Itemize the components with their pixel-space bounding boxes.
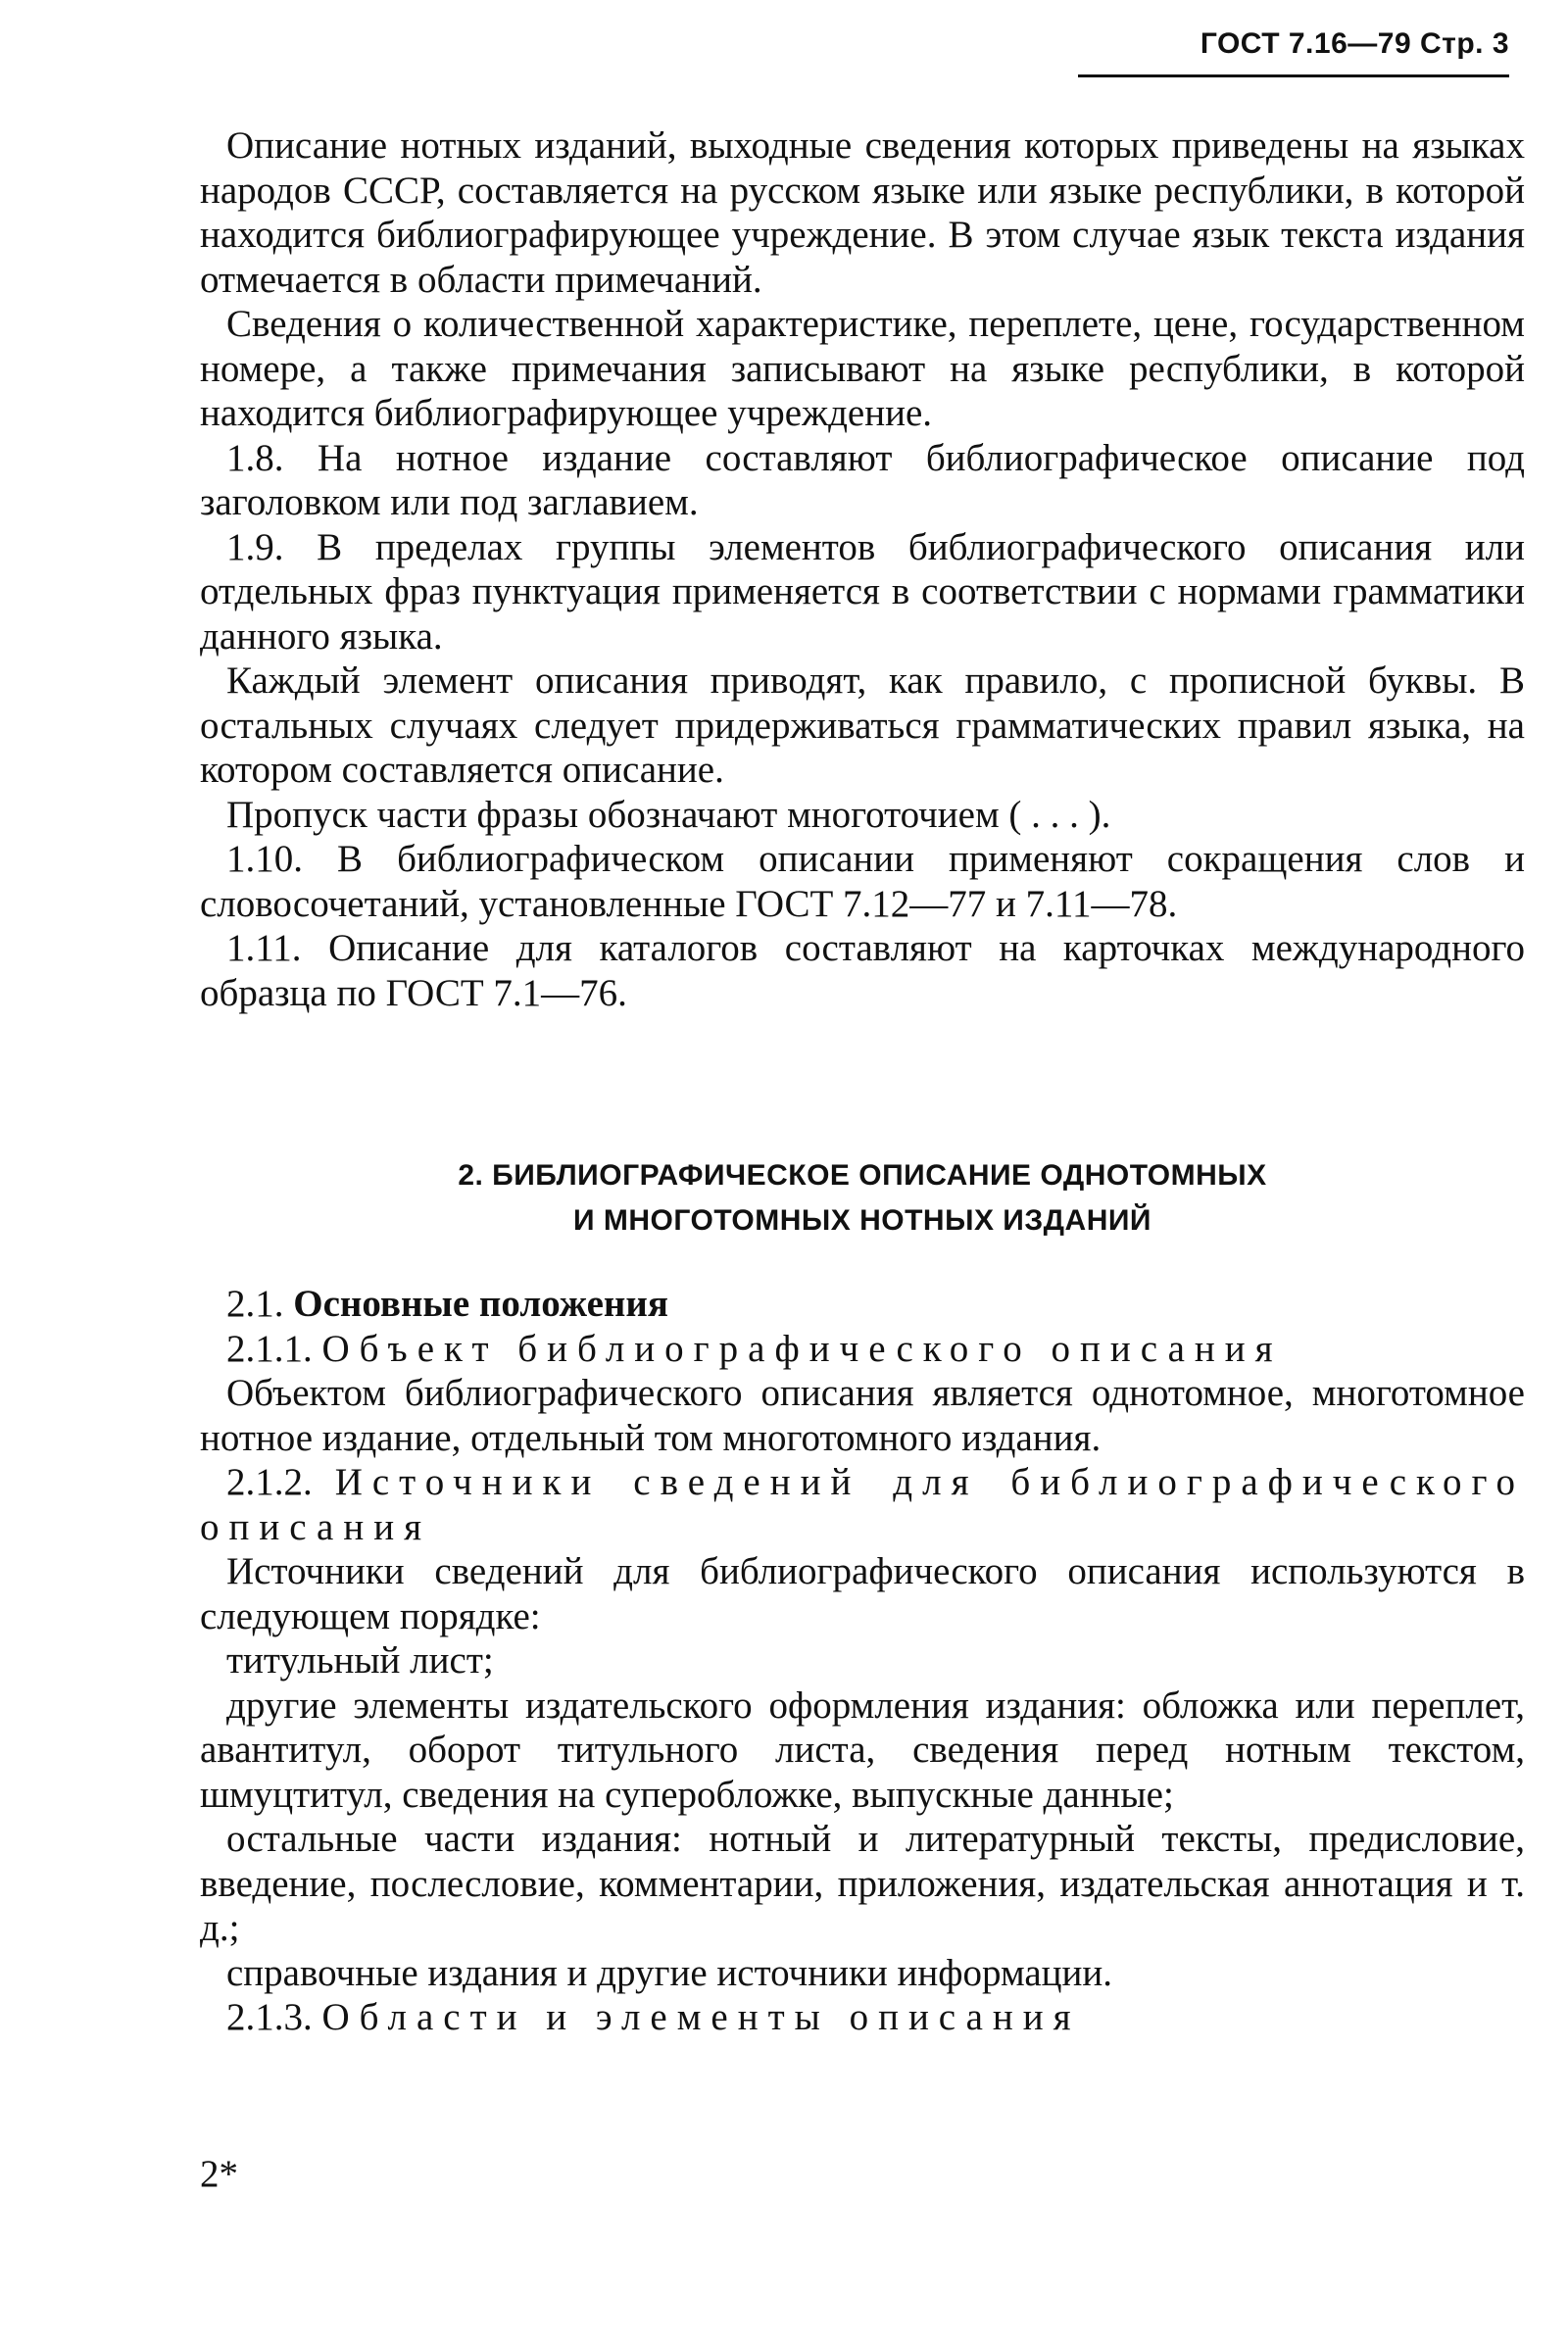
paragraph: Описание нотных изданий, выходные сведения которых приведены на языках народов СССР, составляется на русском языке или языке республики, в которой находится библиографирующее учреждение. В этом случае язык текста издания отмечается в области примечаний. [200,124,1525,301]
paragraph: 1.9. В пределах группы элементов библиографического описания или отдельных фраз пунктуация применяется в соответствии с нормами грамматики данного языка. [200,525,1525,658]
lower-text-block [200,1282,1525,2040]
subsection-number: 2.1. [226,1283,284,1325]
paragraph: Объектом библиографического описания является однотомное, многотомное нотное издание, отдельный том многотомного издания. [200,1372,1525,1459]
paragraph: 1.10. В библиографическом описании применяют сокращения слов и словосочетаний, установленные ГОСТ 7.12—77 и 7.11—78. [200,838,1525,925]
paragraph: Сведения о количественной характеристике, переплете, цене, государственном номере, а также примечания записывают на языке республики, в которой находится библиографирующее учреждение. [200,303,1525,434]
subsection-number: 2.1.1. [226,1327,313,1370]
running-head: ГОСТ 7.16—79 Стр. 3 [1078,27,1509,77]
subsection-title: Области и элементы описания [321,1996,1081,2038]
subsection-heading [200,1995,1525,2040]
paragraph: 1.8. На нотное издание составляют библиографическое описание под заголовком или под заглавием. [200,436,1525,523]
subsection-heading [200,1460,1525,1549]
subsection-title: Основные положения [293,1283,668,1325]
section-heading-line: 2. БИБЛИОГРАФИЧЕСКОЕ ОПИСАНИЕ ОДНОТОМНЫХ [458,1159,1267,1192]
subsection-number: 2.1.2. [226,1461,313,1503]
list-item: другие элементы издательского оформления издания: обложка или переплет, авантитул, оборот титульного листа, сведения перед нотным текстом, шмуцтитул, сведения на суперобложке, выпускные данные; [200,1683,1525,1816]
paragraph: Источники сведений для библиографического описания используются в следующем порядке: [200,1550,1525,1637]
subsection-heading [200,1327,1525,1372]
list-item: остальные части издания: нотный и литературный тексты, предисловие, введение, послесловие, комментарии, приложения, издательская аннотация и т. д.; [200,1818,1525,1949]
section-heading [200,1153,1525,1244]
subsection-title: Объект библиографического описания [321,1327,1283,1370]
subsection-title: Источники сведений для библиографического описания [200,1461,1525,1548]
subsection-number: 2.1.3. [226,1996,313,2038]
page-signature: 2* [200,2153,238,2195]
section-heading-line: И МНОГОТОМНЫХ НОТНЫХ ИЗДАНИЙ [572,1204,1152,1237]
paragraph: Каждый элемент описания приводят, как правило, с прописной буквы. В остальных случаях следует придерживаться грамматических правил языка, на котором составляется описание. [200,659,1525,791]
subsection-heading [200,1282,1525,1327]
list-item: титульный лист; [226,1639,494,1682]
upper-text-block [200,123,1525,1015]
paragraph: Пропуск части фразы обозначают многоточием ( . . . ). [226,793,1111,836]
list-item: справочные издания и другие источники информации. [226,1951,1113,1994]
paragraph: 1.11. Описание для каталогов составляют на карточках международного образца по ГОСТ 7.1—76. [200,927,1525,1014]
